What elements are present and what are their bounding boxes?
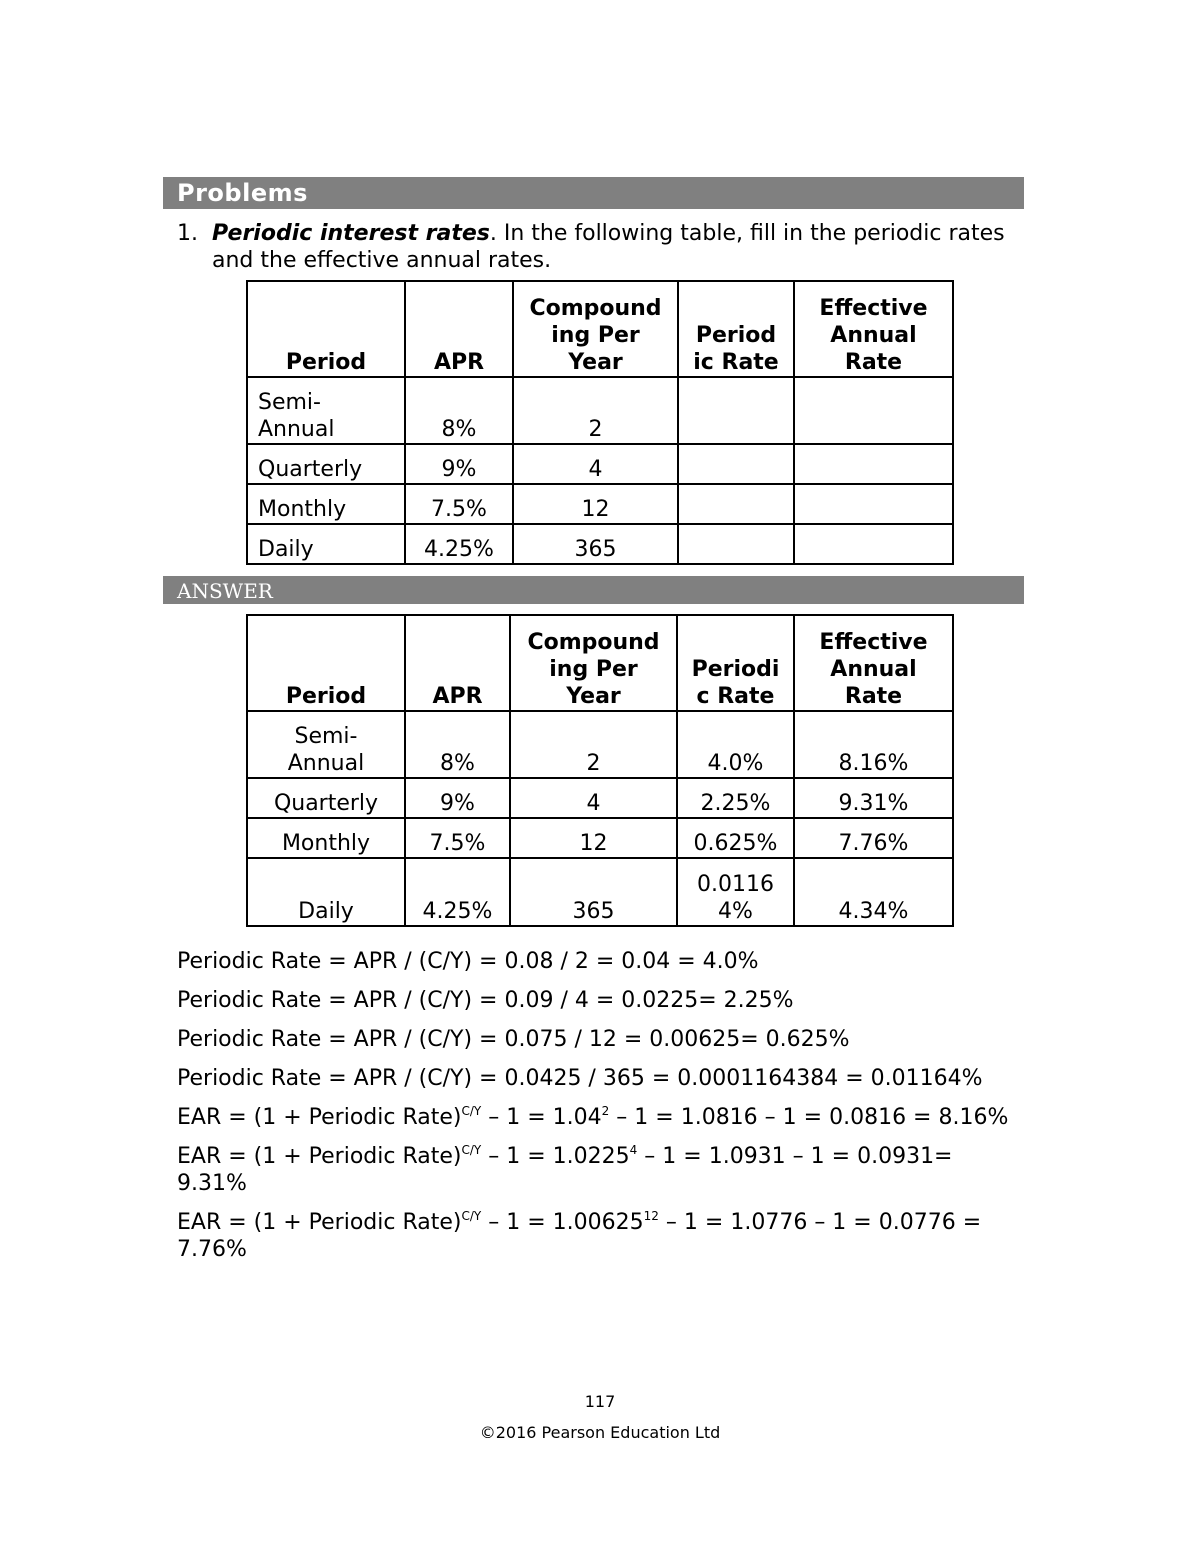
- table-row: [247, 858, 953, 926]
- cell-apr: 8%: [405, 711, 510, 778]
- periodic-rate-equation: Periodic Rate = APR / (C/Y) = 0.09 / 4 = 0.0225= 2.25%: [177, 988, 794, 1013]
- ear-exponent: C/Y: [461, 1104, 482, 1118]
- cell-ear: 4.34%: [794, 858, 953, 926]
- section-header-bar: [163, 177, 1024, 209]
- cell-periodic-rate: [678, 377, 794, 444]
- cell-compounding: 2: [513, 377, 678, 444]
- ear-equation: [177, 1209, 1017, 1263]
- ear-power: 2: [601, 1104, 610, 1118]
- ear-exponent: C/Y: [461, 1209, 482, 1223]
- cell-apr: 9%: [405, 778, 510, 818]
- question-table: [246, 280, 954, 565]
- question-table-header: [247, 281, 953, 377]
- cell-apr: 7.5%: [405, 484, 513, 524]
- cell-periodic-rate: [678, 524, 794, 564]
- cell-period: Quarterly: [247, 778, 405, 818]
- header-period: Period: [247, 281, 405, 377]
- ear-equation-mid: – 1 = 1.00625: [481, 1210, 644, 1235]
- table-row: [247, 377, 953, 444]
- table-row: [247, 711, 953, 778]
- cell-ear: 9.31%: [794, 778, 953, 818]
- cell-ear: 7.76%: [794, 818, 953, 858]
- header-compounding: Compound ing Per Year: [510, 615, 677, 711]
- header-compounding: Compound ing Per Year: [513, 281, 678, 377]
- cell-ear: [794, 444, 953, 484]
- answer-table-header: [247, 615, 953, 711]
- cell-apr: 9%: [405, 444, 513, 484]
- cell-apr: 8%: [405, 377, 513, 444]
- copyright-notice: ©2016 Pearson Education Ltd: [479, 1423, 721, 1442]
- cell-period: Monthly: [247, 484, 405, 524]
- table-row: [247, 484, 953, 524]
- cell-periodic-rate: [678, 484, 794, 524]
- cell-period: Monthly: [247, 818, 405, 858]
- question-title: Periodic interest rates: [212, 221, 490, 246]
- answer-label: ANSWER: [177, 579, 273, 603]
- question-1: [177, 220, 1017, 274]
- periodic-rate-equation: Periodic Rate = APR / (C/Y) = 0.08 / 2 = 0.04 = 4.0%: [177, 949, 759, 974]
- ear-power: 12: [643, 1209, 659, 1223]
- cell-compounding: 4: [510, 778, 677, 818]
- table-row: [247, 778, 953, 818]
- ear-equation-mid: – 1 = 1.0225: [481, 1144, 630, 1169]
- cell-period: Quarterly: [247, 444, 405, 484]
- ear-exponent: C/Y: [461, 1143, 482, 1157]
- cell-compounding: 12: [513, 484, 678, 524]
- cell-periodic-rate: 2.25%: [677, 778, 794, 818]
- periodic-rate-equation: Periodic Rate = APR / (C/Y) = 0.0425 / 365 = 0.0001164384 = 0.01164%: [177, 1066, 983, 1091]
- cell-compounding: 4: [513, 444, 678, 484]
- ear-equation-result: – 1 = 1.0816 – 1 = 0.0816 = 8.16%: [609, 1105, 1009, 1130]
- section-title: Problems: [177, 179, 308, 207]
- answer-header-bar: [163, 576, 1024, 604]
- cell-period: Daily: [247, 858, 405, 926]
- header-ear: Effective Annual Rate: [794, 281, 953, 377]
- table-row: [247, 818, 953, 858]
- question-text: . In the following table, fill in the periodic rates and the effective annual rates.: [212, 221, 1005, 273]
- ear-equation: [177, 1143, 1017, 1197]
- ear-equation-lhs: EAR = (1 + Periodic Rate): [177, 1210, 462, 1235]
- cell-period: Daily: [247, 524, 405, 564]
- header-apr: APR: [405, 615, 510, 711]
- cell-compounding: 2: [510, 711, 677, 778]
- periodic-rate-equation: Periodic Rate = APR / (C/Y) = 0.075 / 12 = 0.00625= 0.625%: [177, 1027, 850, 1052]
- ear-equation-result: – 1 = 1.0776 – 1 = 0.0776 = 7.76%: [177, 1210, 982, 1262]
- cell-ear: [794, 524, 953, 564]
- cell-ear: [794, 377, 953, 444]
- header-period: Period: [247, 615, 405, 711]
- answer-table: [246, 614, 954, 927]
- cell-period: Semi- Annual: [247, 377, 405, 444]
- cell-periodic-rate: 4.0%: [677, 711, 794, 778]
- ear-power: 4: [629, 1143, 638, 1157]
- cell-periodic-rate: 0.0116 4%: [677, 858, 794, 926]
- cell-periodic-rate: [678, 444, 794, 484]
- header-periodic-rate: Periodi c Rate: [677, 615, 794, 711]
- cell-compounding: 365: [513, 524, 678, 564]
- cell-apr: 4.25%: [405, 524, 513, 564]
- ear-equation-result: – 1 = 1.0931 – 1 = 0.0931= 9.31%: [177, 1144, 953, 1196]
- cell-ear: 8.16%: [794, 711, 953, 778]
- page-number: 117: [584, 1392, 616, 1411]
- table-row: [247, 444, 953, 484]
- cell-apr: 4.25%: [405, 858, 510, 926]
- cell-compounding: 12: [510, 818, 677, 858]
- cell-apr: 7.5%: [405, 818, 510, 858]
- question-body: [212, 220, 1017, 274]
- cell-compounding: 365: [510, 858, 677, 926]
- ear-equation-mid: – 1 = 1.04: [481, 1105, 602, 1130]
- cell-ear: [794, 484, 953, 524]
- header-ear: Effective Annual Rate: [794, 615, 953, 711]
- solution-equations: [177, 948, 1017, 1275]
- header-apr: APR: [405, 281, 513, 377]
- cell-periodic-rate: 0.625%: [677, 818, 794, 858]
- cell-period: Semi- Annual: [247, 711, 405, 778]
- ear-equation: [177, 1104, 1017, 1131]
- question-number: 1.: [177, 221, 198, 246]
- ear-equation-lhs: EAR = (1 + Periodic Rate): [177, 1105, 462, 1130]
- ear-equation-lhs: EAR = (1 + Periodic Rate): [177, 1144, 462, 1169]
- table-row: [247, 524, 953, 564]
- header-periodic-rate: Period ic Rate: [678, 281, 794, 377]
